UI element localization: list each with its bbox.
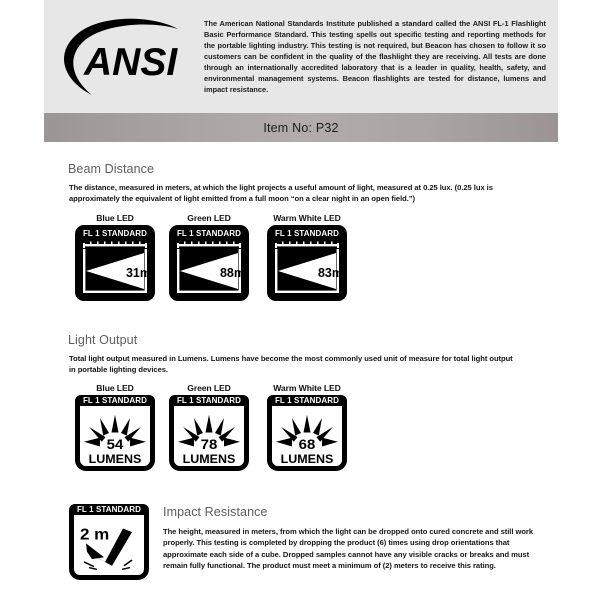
- beam-distance-label-blue: Blue LED: [96, 213, 134, 223]
- light-output-label-green: Green LED: [187, 383, 231, 393]
- impact-resistance-badge: [68, 504, 150, 580]
- fl1-standard-title: FL 1 STANDARD: [69, 504, 149, 515]
- section-body-impact-resistance: The height, measured in meters, from which the light can be dropped onto cured concrete and still work properly. This testing is completed by dropping the product (6) times using drop orientations that approximate each side of a cube. Dropped samples cannot have any visible cracks or breaks and must remain fully functional. The product must meet a minimum of (2) meters to receive this rating.: [163, 527, 534, 571]
- light-output-label-warm-white: Warm White LED: [273, 383, 341, 393]
- impact-badge-shell: [69, 504, 149, 580]
- beam-distance-column-warm-white: [263, 213, 351, 301]
- light-output-label-blue: Blue LED: [96, 383, 134, 393]
- beam-distance-badge-blue: [75, 225, 155, 301]
- impact-drop-icon: [74, 521, 144, 575]
- ansi-logo-icon: [50, 9, 200, 105]
- beam-distance-column-green: [165, 213, 253, 301]
- beam-distance-value-blue: 31m: [125, 266, 151, 280]
- light-output-badge-blue: [75, 395, 155, 471]
- section-heading-light-output: Light Output: [68, 333, 138, 347]
- lumens-burst-icon: [272, 412, 342, 466]
- section-heading-beam-distance: Beam Distance: [68, 162, 155, 176]
- beam-distance-value-warm-white: 83m: [317, 266, 343, 280]
- light-output-column-warm-white: [263, 383, 351, 471]
- beam-distance-label-warm-white: Warm White LED: [273, 213, 341, 223]
- section-heading-impact-resistance: Impact Resistance: [163, 505, 268, 519]
- fl1-standard-title: FL 1 STANDARD: [176, 229, 242, 238]
- section-body-light-output: Total light output measured in Lumens. Lumens have become the most commonly used unit of measure for total light output in portable lighting devices.: [69, 354, 513, 375]
- lumens-unit-text: LUMENS: [88, 452, 142, 466]
- item-number-bar: [44, 113, 558, 142]
- ansi-logo-text: ANSI: [84, 40, 178, 84]
- lumens-diagram-warm-white: [272, 412, 342, 466]
- lumens-burst-icon: [80, 412, 150, 466]
- lumens-diagram-green: [174, 412, 244, 466]
- lumens-value-text: 78: [200, 437, 218, 454]
- beam-distance-badge-warm-white: [267, 225, 347, 301]
- header-panel: [44, 0, 558, 113]
- light-output-column-green: [165, 383, 253, 471]
- ansi-logo: [50, 7, 200, 107]
- light-output-badge-green: [169, 395, 249, 471]
- fl1-standard-title: FL 1 STANDARD: [75, 395, 155, 406]
- light-output-column-blue: [71, 383, 159, 471]
- lumens-unit-text: LUMENS: [182, 452, 236, 466]
- lumens-unit-text: LUMENS: [280, 452, 334, 466]
- impact-diagram: [74, 521, 144, 575]
- lumens-burst-icon: [174, 412, 244, 466]
- fl1-standard-title: FL 1 STANDARD: [267, 395, 347, 406]
- fl1-standard-title: FL 1 STANDARD: [169, 395, 249, 406]
- item-number-label: Item No: P32: [263, 120, 339, 135]
- impact-value-text: 2 m: [80, 526, 110, 544]
- section-body-beam-distance: The distance, measured in meters, at which the light projects a useful amount of light, measured at 0.25 lux. (0.25 lux is approximately the equivalent of light emitted from a full moon “on a clear night in an open field.”): [69, 183, 493, 204]
- fl1-standard-title: FL 1 STANDARD: [274, 229, 340, 238]
- beam-distance-value-green: 88m: [219, 266, 245, 280]
- beam-distance-badge-green: [169, 225, 249, 301]
- fl1-standard-title: FL 1 STANDARD: [82, 229, 148, 238]
- lumens-value-text: 54: [106, 437, 124, 454]
- lumens-value-text: 68: [298, 437, 316, 454]
- intro-paragraph: The American National Standards Institute published a standard called the ANSI FL-1 Flashlight Basic Performance Standard. This testing spells out specific testing and reporting methods for the portable lighting industry. This testing is not required, but Beacon has chosen to follow it so customers can be confident in the quality of the flashlight they are receiving. All tests are done through an internationally accredited laboratory that is a leader in quality, health, safety, and environmental management systems. Beacon flashlights are tested for distance, lumens and impact resistance.: [204, 18, 546, 95]
- beam-distance-column-blue: [71, 213, 159, 301]
- lumens-diagram-blue: [80, 412, 150, 466]
- beam-distance-label-green: Green LED: [187, 213, 231, 223]
- light-output-badge-warm-white: [267, 395, 347, 471]
